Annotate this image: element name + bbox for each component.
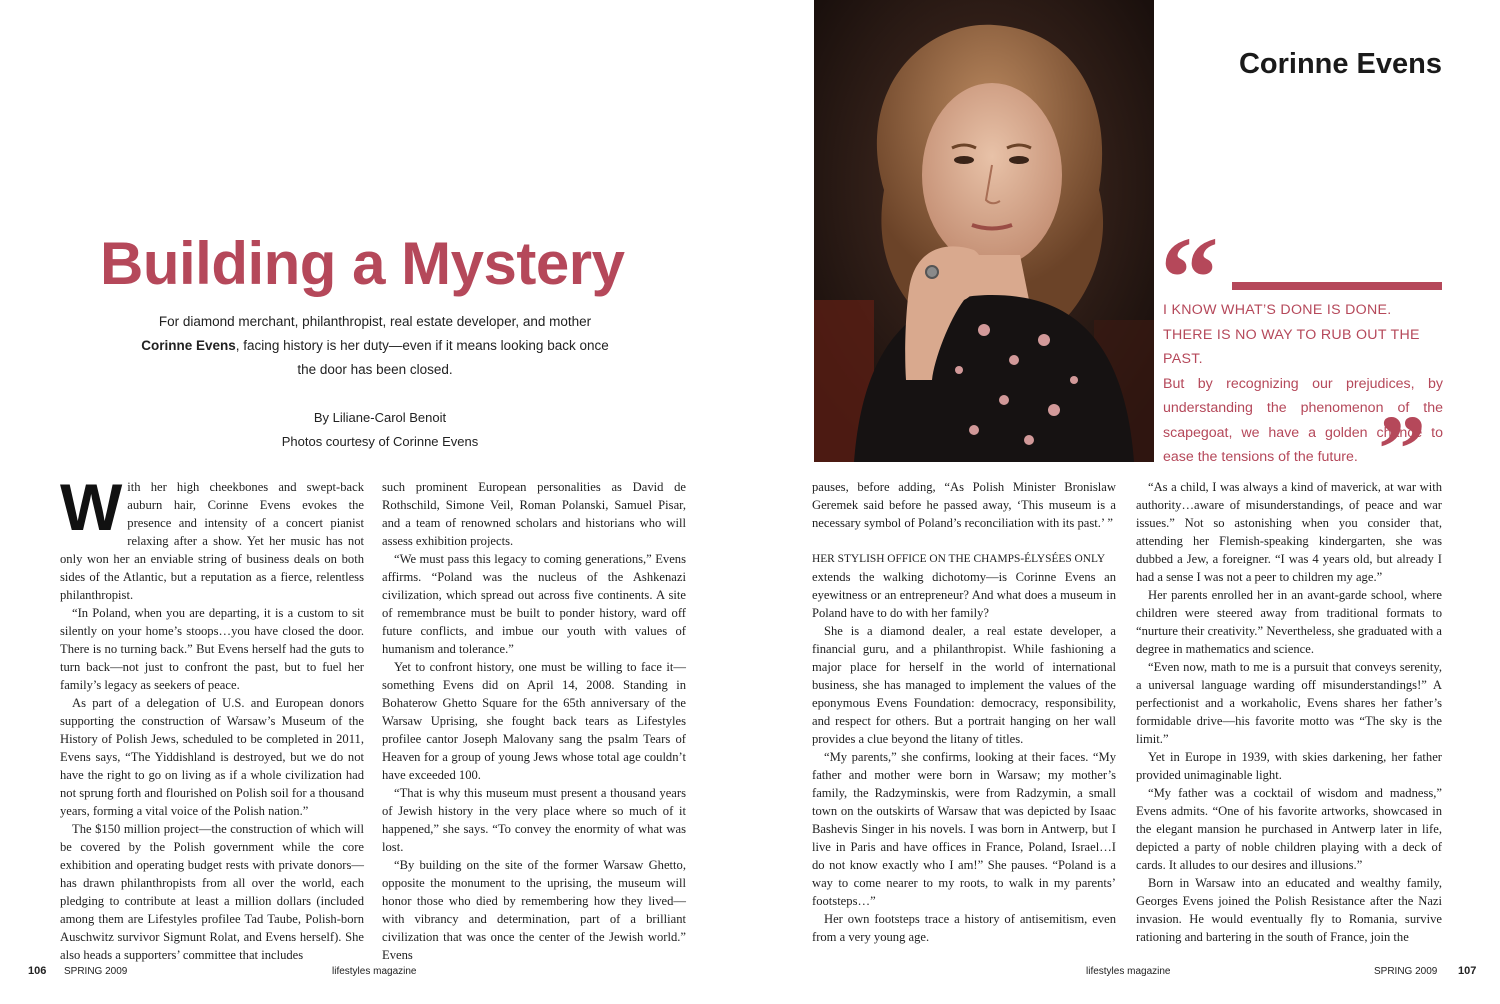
- paragraph: pauses, before adding, “As Polish Minister Bronislaw Geremek said before he passed away, ‘This museum is a necessary symbol of Poland’s reconciliation with its past.’ ”: [812, 480, 1116, 530]
- paragraph: such prominent European personalities as David de Rothschild, Simone Veil, Roman Polanski, Samuel Pisar, and a team of renowned scholars and historians who will assess exhibition projects.: [382, 480, 686, 548]
- pullquote-upper: I KNOW WHAT’S DONE IS DONE. THERE IS NO WAY TO RUB OUT THE PAST.: [1163, 302, 1420, 367]
- paragraph: “My parents,” she confirms, looking at their faces. “My father and mother were born in Warsaw; my mother’s family, the Radzyminskis, were from Radzymin, a small town on the outskirts of Warsaw that was depicted by Isaac Bashevis Singer in his novels. I was born in Antwerp, but I live in Paris and have offices in France, Poland, Israel…I do not know exactly who I am!” She pauses. “Poland is a way to come nearer to my roots, to walk in my parents’ footsteps…”: [812, 750, 1116, 908]
- paragraph: “My father was a cocktail of wisdom and madness,” Evens admits. “One of his favorite artworks, showcased in the elegant mansion he purchased in Antwerp later in life, depicted a party of noble children playing with a deck of cards. It alludes to our desires and illusions.”: [1136, 786, 1442, 872]
- headline: Building a Mystery: [100, 230, 625, 297]
- paragraph: Yet in Europe in 1939, with skies darkening, her father provided unimaginable light.: [1136, 750, 1442, 782]
- paragraph: She is a diamond dealer, a real estate developer, a financial guru, and a philanthropist. While fashioning a major place for herself in the world of international business, she has managed to implement the values of the eponymous Evens Foundation: democracy, responsibility, and respect for others. But a portrait hanging on her wall provides a clue beyond the litany of titles.: [812, 624, 1116, 746]
- portrait-photo: [814, 0, 1154, 462]
- close-quote-mark: ”: [1378, 395, 1426, 502]
- byline: [180, 406, 580, 454]
- magazine-name-left: lifestyles magazine: [332, 966, 417, 977]
- pullquote-rule: [1232, 282, 1442, 290]
- dek-line1: For diamond merchant, philanthropist, real estate developer, and mother: [158, 314, 592, 329]
- paragraph: “As a child, I was always a kind of maverick, at war with authority…aware of misunderstandings, of peace and war issues.” Not so astonishing when you consider that, attending her Flemish-speaking kindergarten, she was dubbed a Jew, a foreigner. “I was 4 years old, but already I had a sense I was not a peer to children my age.”: [1136, 480, 1442, 584]
- paragraph: The $150 million project—the construction of which will be covered by the Polish government while the core exhibition and operating budget rests with private donors—has drawn philanthropists from all over the world, each pledging to contribute at least a million dollars (included among them are Lifestyles profilee Tad Taube, Polish-born Auschwitz survivor Sigmunt Rolat, and Evens herself). She also heads a supporters’ committee that includes: [60, 822, 364, 962]
- text-column-3: [812, 478, 1116, 948]
- dropcap: W: [60, 470, 123, 544]
- dek-line2: , facing history is her duty—even if it means looking back once the door has been closed.: [235, 338, 609, 377]
- paragraph: [60, 470, 364, 604]
- text-column-1: [60, 470, 364, 962]
- paragraph: Her own footsteps trace a history of antisemitism, even from a very young age.: [812, 912, 1116, 944]
- open-quote-mark: “: [1160, 212, 1219, 343]
- text-column-2: [382, 478, 686, 962]
- paragraph: “By building on the site of the former Warsaw Ghetto, opposite the monument to the uprising, the museum will honor those who died by remembering how they lived—with vibrancy and determination, part of a brilliant civilization that was once the center of the Jewish world.” Evens: [382, 858, 686, 962]
- profile-name-title: Corinne Evens: [1238, 48, 1442, 80]
- paragraph-text: ith her high cheekbones and swept-back auburn hair, Corinne Evens evokes the presence and intensity of a concert pianist relaxing after a show. Yet her music has not only won her an enviable string of business deals on both sides of the Atlantic, but a reputation as a fierce, relentless philanthropist.: [60, 480, 364, 602]
- magazine-name-right: lifestyles magazine: [1086, 966, 1171, 977]
- page-number-left: 106: [28, 965, 47, 977]
- paragraph: extends the walking dichotomy—is Corinne Evens an eyewitness or an entrepreneur? And what does a museum in Poland have to do with her family?: [812, 570, 1116, 620]
- paragraph: “Even now, math to me is a pursuit that conveys serenity, a universal language warding off misunderstandings!” A perfectionist and a workaholic, Evens shares her father’s formidable drive—his favorite motto was “The sky is the limit.”: [1136, 660, 1442, 746]
- paragraph: Yet to confront history, one must be willing to face it—something Evens did on April 14, 2008. Standing in Bohaterow Ghetto Square for the 65th anniversary of the Warsaw Uprising, she fought back tears as Lifestyles profilee cantor Joseph Malovany sang the psalm Tears of Heaven for a group of young Jews whose total age couldn’t have exceeded 100.: [382, 660, 686, 782]
- byline-author: By Liliane-Carol Benoit: [313, 410, 447, 425]
- page-number-right: 107: [1458, 965, 1477, 977]
- text-column-4: [1136, 478, 1442, 948]
- byline-photos: Photos courtesy of Corinne Evens: [281, 434, 479, 449]
- paragraph: Her parents enrolled her in an avant-garde school, where children were steered away from traditional formats to “nurture their creativity.” Nevertheless, she graduated with a degree in mathematics and science.: [1136, 588, 1442, 656]
- issue-left: SPRING 2009: [64, 966, 128, 977]
- paragraph: “That is why this museum must present a thousand years of Jewish history in the very place where so much of it happened,” she says. “To convey the enormity of what was lost.: [382, 786, 686, 854]
- dek-name: Corinne Evens: [141, 338, 236, 353]
- paragraph: As part of a delegation of U.S. and European donors supporting the construction of Warsaw’s Museum of the History of Polish Jews, scheduled to be completed in 2011, Evens says, “The Yiddishland is destroyed, but we do not have the right to go on living as if a whole civilization had not sprung forth and flourished on Polish soil for a thousand years, forming a vital voice of the Polish nation.”: [60, 696, 364, 818]
- paragraph: Born in Warsaw into an educated and wealthy family, Georges Evens joined the Polish Resistance after the Nazi invasion. He would eventually fly to Romania, survive rationing and bartering in the south of France, join the: [1136, 876, 1442, 944]
- portrait-illustration: [814, 0, 1154, 462]
- section-lead-in: HER STYLISH OFFICE ON THE CHAMPS-ÉLYSÉES ONLY: [812, 553, 1106, 565]
- paragraph: “In Poland, when you are departing, it is a custom to sit silently on your home’s stoops…you have closed the door. There is no turning back.” But Evens herself had the guts to turn back—not just to confront the past, but to fuel her family’s legacy as seekers of peace.: [60, 606, 364, 692]
- issue-right: SPRING 2009: [1374, 966, 1438, 977]
- dek: [140, 310, 610, 382]
- pullquote-lower: But by recognizing our prejudices, by understanding the phenomenon of the scapegoat, we have a golden chance to ease the tensions of the future.: [1163, 375, 1443, 465]
- paragraph: “We must pass this legacy to coming generations,” Evens affirms. “Poland was the nucleus of the Ashkenazi civilization, which spread out across five continents. A site of remembrance must be built to ponder history, ward off future conflicts, and imbue our youth with values of humanism and tolerance.”: [382, 552, 686, 656]
